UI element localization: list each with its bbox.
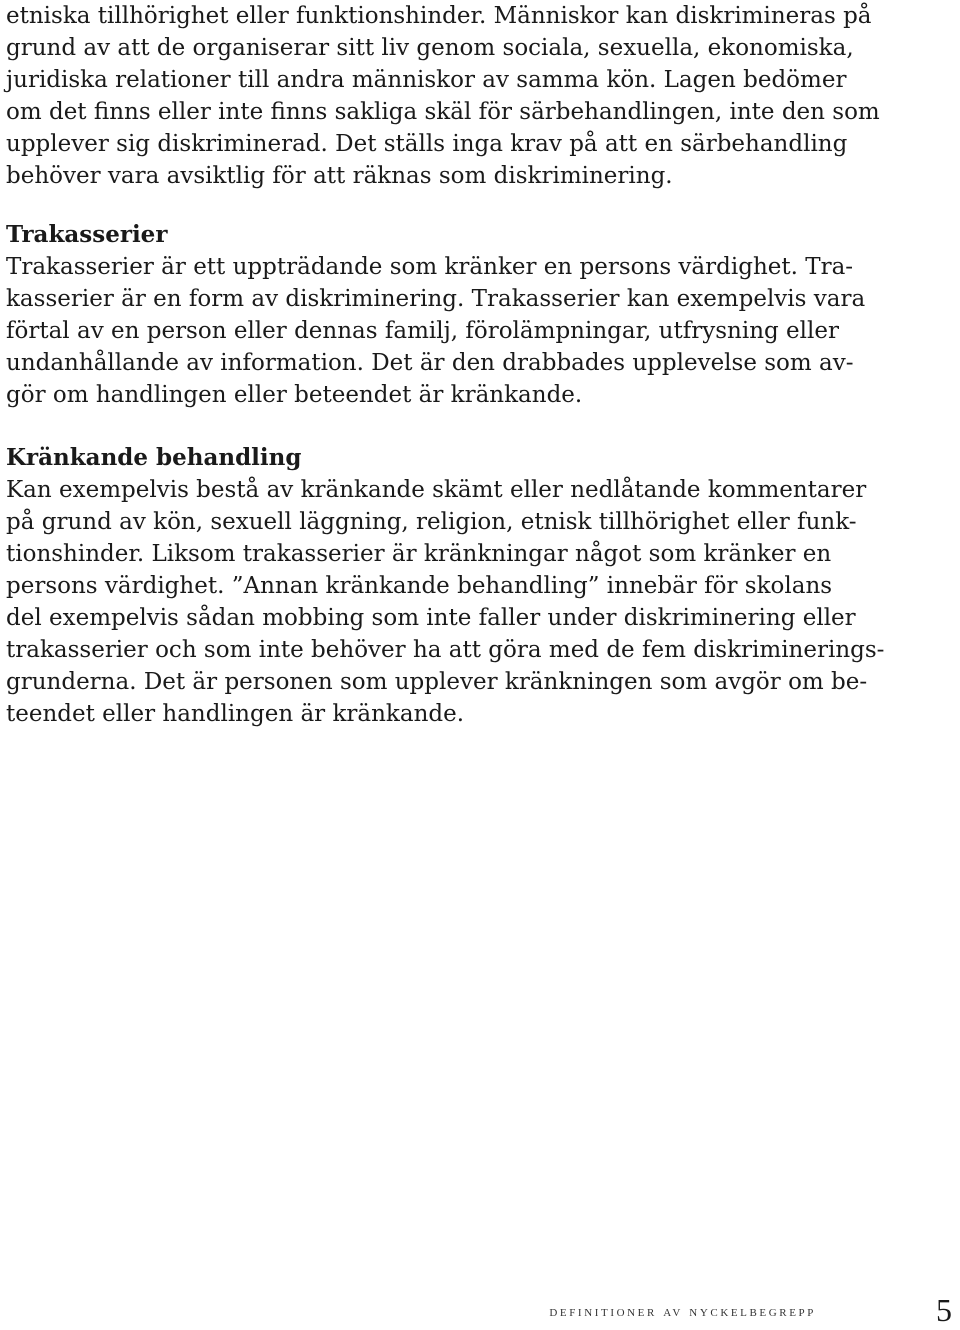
paragraph-line: gör om handlingen eller beteendet är kränkande.	[6, 382, 583, 408]
paragraph-line: på grund av kön, sexuell läggning, religion, etnisk tillhörighet eller funk-	[6, 509, 857, 535]
paragraph-line: undanhållande av information. Det är den drabbades upplevelse som av-	[6, 350, 854, 376]
paragraph-line: om det finns eller inte finns sakliga skäl för särbehandlingen, inte den som	[6, 99, 880, 125]
paragraph-line: etniska tillhörighet eller funktionshinder. Människor kan diskrimineras på	[6, 3, 872, 29]
running-head: definitioner av nyckelbegrepp	[549, 1304, 816, 1320]
paragraph-line: grund av att de organiserar sitt liv genom sociala, sexuella, ekonomiska,	[6, 35, 854, 61]
paragraph-line: tionshinder. Liksom trakasserier är kränkningar något som kränker en	[6, 541, 832, 567]
paragraph-line: behöver vara avsiktlig för att räknas som diskriminering.	[6, 163, 673, 189]
paragraph-line: teendet eller handlingen är kränkande.	[6, 701, 465, 727]
section-heading: Kränkande behandling	[6, 444, 302, 471]
section-heading: Trakasserier	[6, 221, 168, 248]
intro-paragraph	[6, 0, 880, 192]
paragraph-line: Kan exempelvis bestå av kränkande skämt eller nedlåtande kommentarer	[6, 477, 867, 503]
section-trakasserier	[6, 219, 865, 411]
paragraph-line: grunderna. Det är personen som upplever kränkningen som avgör om be-	[6, 669, 868, 695]
paragraph-line: trakasserier och som inte behöver ha att göra med de fem diskriminerings-	[6, 637, 885, 663]
page-footer	[354, 1290, 954, 1330]
paragraph-line: kasserier är en form av diskriminering. Trakasserier kan exempelvis vara	[6, 286, 866, 312]
paragraph-line: persons värdighet. ”Annan kränkande behandling” innebär för skolans	[6, 573, 833, 599]
paragraph-line: Trakasserier är ett uppträdande som kränker en persons värdighet. Tra-	[6, 254, 854, 280]
paragraph-line: förtal av en person eller dennas familj, förolämpningar, utfrysning eller	[6, 318, 839, 344]
paragraph-line: upplever sig diskriminerad. Det ställs inga krav på att en särbehandling	[6, 131, 848, 157]
section-krankande-behandling	[6, 442, 884, 730]
page-number: 5	[936, 1292, 952, 1328]
paragraph-line: del exempelvis sådan mobbing som inte faller under diskriminering eller	[6, 605, 856, 631]
paragraph-line: juridiska relationer till andra människor av samma kön. Lagen bedömer	[6, 67, 847, 93]
